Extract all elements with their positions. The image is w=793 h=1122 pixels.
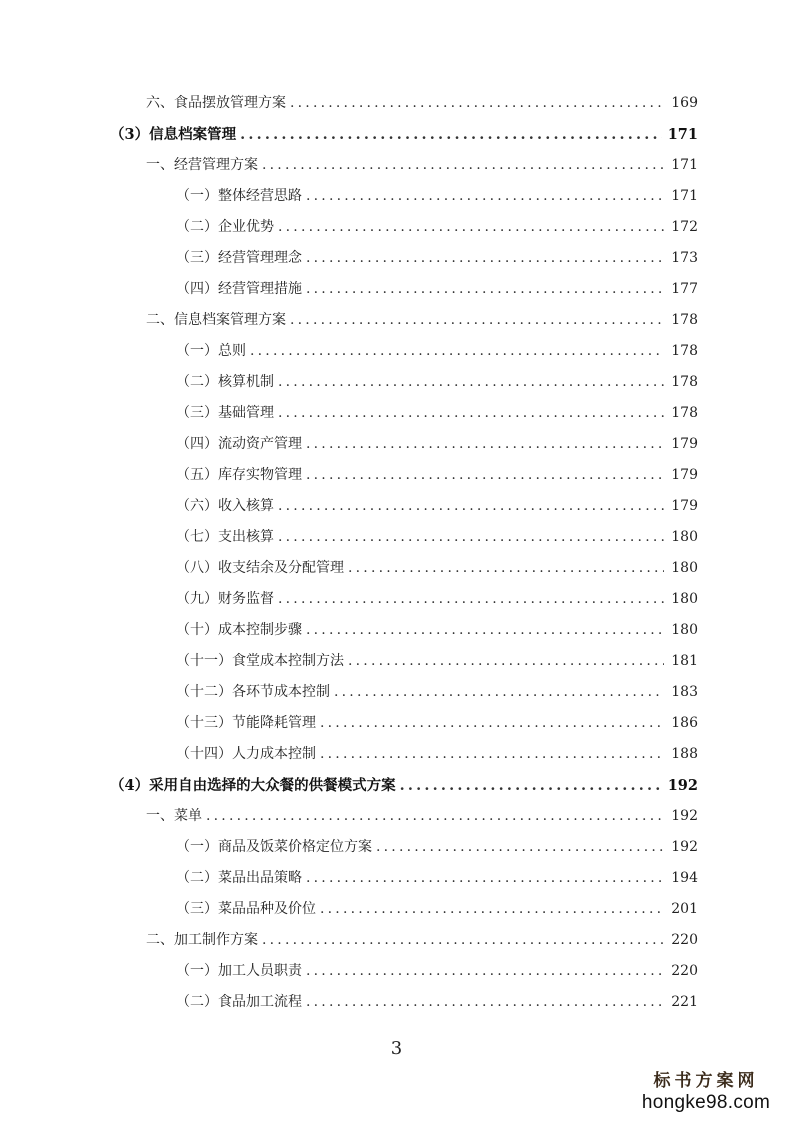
toc-entry-title: （一）商品及饭菜价格定位方案 (176, 839, 372, 855)
toc-leader-dots (240, 119, 662, 150)
toc-entry-page: 221 (671, 994, 698, 1010)
watermark-logo (631, 1070, 781, 1114)
toc-entry[interactable] (0, 739, 793, 770)
toc-leader-dots (278, 584, 664, 615)
toc-entry[interactable] (0, 894, 793, 925)
toc-entry[interactable] (0, 925, 793, 956)
toc-entry-title: 六、食品摆放管理方案 (146, 95, 286, 111)
toc-leader-dots (262, 925, 664, 956)
toc-leader-dots (290, 305, 664, 336)
toc-leader-dots (262, 150, 664, 181)
toc-entry-title: （三）经营管理理念 (176, 250, 302, 266)
toc-entry-title: （四）流动资产管理 (176, 436, 302, 452)
toc-entry[interactable] (0, 367, 793, 398)
toc-leader-dots (306, 181, 664, 212)
toc-entry-page: 173 (671, 250, 698, 266)
toc-entry-title: （一）整体经营思路 (176, 188, 302, 204)
toc-entry-title: （四）经营管理措施 (176, 281, 302, 297)
watermark-title: 标书方案网 (653, 1071, 759, 1090)
toc-entry-page: 188 (671, 746, 698, 762)
toc-leader-dots (278, 212, 664, 243)
toc-entry-page: 181 (671, 653, 698, 669)
toc-leader-dots (306, 429, 664, 460)
toc-entry-title: 二、加工制作方案 (146, 932, 258, 948)
toc-entry-page: 179 (671, 436, 698, 452)
toc-entry[interactable] (0, 181, 793, 212)
toc-entry-title: （二）菜品出品策略 (176, 870, 302, 886)
toc-entry-title: （八）收支结余及分配管理 (176, 560, 344, 576)
toc-entry-page: 171 (671, 157, 698, 173)
toc-entry-title: （十三）节能降耗管理 (176, 715, 316, 731)
toc-entry-page: 192 (671, 808, 698, 824)
toc-entry-title: （一）总则 (176, 343, 246, 359)
toc-entry-page: 178 (671, 343, 698, 359)
toc-entry[interactable] (0, 801, 793, 832)
toc-entry-page: 171 (667, 126, 698, 143)
toc-entry-page: 186 (671, 715, 698, 731)
toc-leader-dots (320, 708, 664, 739)
toc-leader-dots (306, 274, 664, 305)
toc-entry[interactable] (0, 119, 793, 150)
toc-entry-page: 180 (671, 591, 698, 607)
toc-entry-page: 192 (667, 777, 698, 794)
toc-leader-dots (320, 894, 664, 925)
toc-entry[interactable] (0, 708, 793, 739)
toc-leader-dots (320, 739, 664, 770)
page-number: 3 (390, 1038, 403, 1059)
toc-entry-title: （二）核算机制 (176, 374, 274, 390)
toc-entry-page: 220 (671, 963, 698, 979)
toc-entry-page: 179 (671, 467, 698, 483)
toc-leader-dots (306, 987, 664, 1018)
toc-leader-dots (278, 367, 664, 398)
toc-entry-page: 194 (671, 870, 698, 886)
toc-entry-title: （二）食品加工流程 (176, 994, 302, 1010)
toc-entry[interactable] (0, 336, 793, 367)
toc-entry[interactable] (0, 615, 793, 646)
toc-entry-page: 220 (671, 932, 698, 948)
toc-entry[interactable] (0, 305, 793, 336)
toc-leader-dots (376, 832, 664, 863)
toc-entry-page: 178 (671, 312, 698, 328)
toc-entry[interactable] (0, 770, 793, 801)
toc-entry[interactable] (0, 429, 793, 460)
watermark-url: hongke98.com (641, 1092, 771, 1113)
toc-entry-title: 一、经营管理方案 (146, 157, 258, 173)
toc-entry[interactable] (0, 274, 793, 305)
toc-entry[interactable] (0, 956, 793, 987)
toc-leader-dots (278, 491, 664, 522)
toc-entry-page: 179 (671, 498, 698, 514)
toc-entry-title: （十一）食堂成本控制方法 (176, 653, 344, 669)
toc-leader-dots (290, 88, 664, 119)
toc-entry[interactable] (0, 553, 793, 584)
toc-entry[interactable] (0, 522, 793, 553)
toc-entry-title: （十）成本控制步骤 (176, 622, 302, 638)
toc-entry-page: 169 (671, 95, 698, 111)
toc-entry-title: （十二）各环节成本控制 (176, 684, 330, 700)
toc-entry-title: （三）菜品品种及价位 (176, 901, 316, 917)
table-of-contents (0, 88, 793, 1018)
toc-entry[interactable] (0, 677, 793, 708)
toc-entry[interactable] (0, 832, 793, 863)
toc-entry-page: 177 (671, 281, 698, 297)
toc-entry-page: 172 (671, 219, 698, 235)
toc-entry[interactable] (0, 212, 793, 243)
toc-entry-title: （二）企业优势 (176, 219, 274, 235)
toc-leader-dots (278, 522, 664, 553)
toc-leader-dots (400, 770, 662, 801)
toc-leader-dots (250, 336, 664, 367)
toc-entry[interactable] (0, 646, 793, 677)
toc-entry[interactable] (0, 491, 793, 522)
toc-leader-dots (306, 243, 664, 274)
toc-entry-title: （3）信息档案管理 (110, 126, 237, 143)
toc-leader-dots (348, 646, 664, 677)
toc-entry[interactable] (0, 150, 793, 181)
toc-entry-title: （三）基础管理 (176, 405, 274, 421)
toc-entry-page: 183 (671, 684, 698, 700)
toc-leader-dots (334, 677, 664, 708)
toc-leader-dots (278, 398, 664, 429)
toc-entry-title: 一、菜单 (146, 808, 202, 824)
toc-entry-title: （五）库存实物管理 (176, 467, 302, 483)
toc-entry[interactable] (0, 863, 793, 894)
toc-entry-title: （七）支出核算 (176, 529, 274, 545)
toc-entry-page: 180 (671, 622, 698, 638)
toc-entry[interactable] (0, 584, 793, 615)
toc-leader-dots (306, 460, 664, 491)
toc-entry-page: 178 (671, 405, 698, 421)
toc-leader-dots (348, 553, 664, 584)
toc-entry[interactable] (0, 88, 793, 119)
toc-entry[interactable] (0, 398, 793, 429)
toc-entry[interactable] (0, 460, 793, 491)
toc-entry-title: 二、信息档案管理方案 (146, 312, 286, 328)
toc-entry-title: （十四）人力成本控制 (176, 746, 316, 762)
toc-leader-dots (306, 863, 664, 894)
toc-entry-title: （六）收入核算 (176, 498, 274, 514)
toc-entry[interactable] (0, 243, 793, 274)
toc-entry-title: （4）采用自由选择的大众餐的供餐模式方案 (110, 777, 396, 794)
toc-entry-title: （九）财务监督 (176, 591, 274, 607)
toc-entry-page: 178 (671, 374, 698, 390)
toc-leader-dots (306, 615, 664, 646)
toc-entry-page: 180 (671, 529, 698, 545)
toc-entry-page: 180 (671, 560, 698, 576)
toc-entry-page: 171 (671, 188, 698, 204)
toc-leader-dots (306, 956, 664, 987)
toc-entry-title: （一）加工人员职责 (176, 963, 302, 979)
toc-entry-page: 201 (671, 901, 698, 917)
toc-entry-page: 192 (671, 839, 698, 855)
toc-leader-dots (206, 801, 664, 832)
toc-entry[interactable] (0, 987, 793, 1018)
